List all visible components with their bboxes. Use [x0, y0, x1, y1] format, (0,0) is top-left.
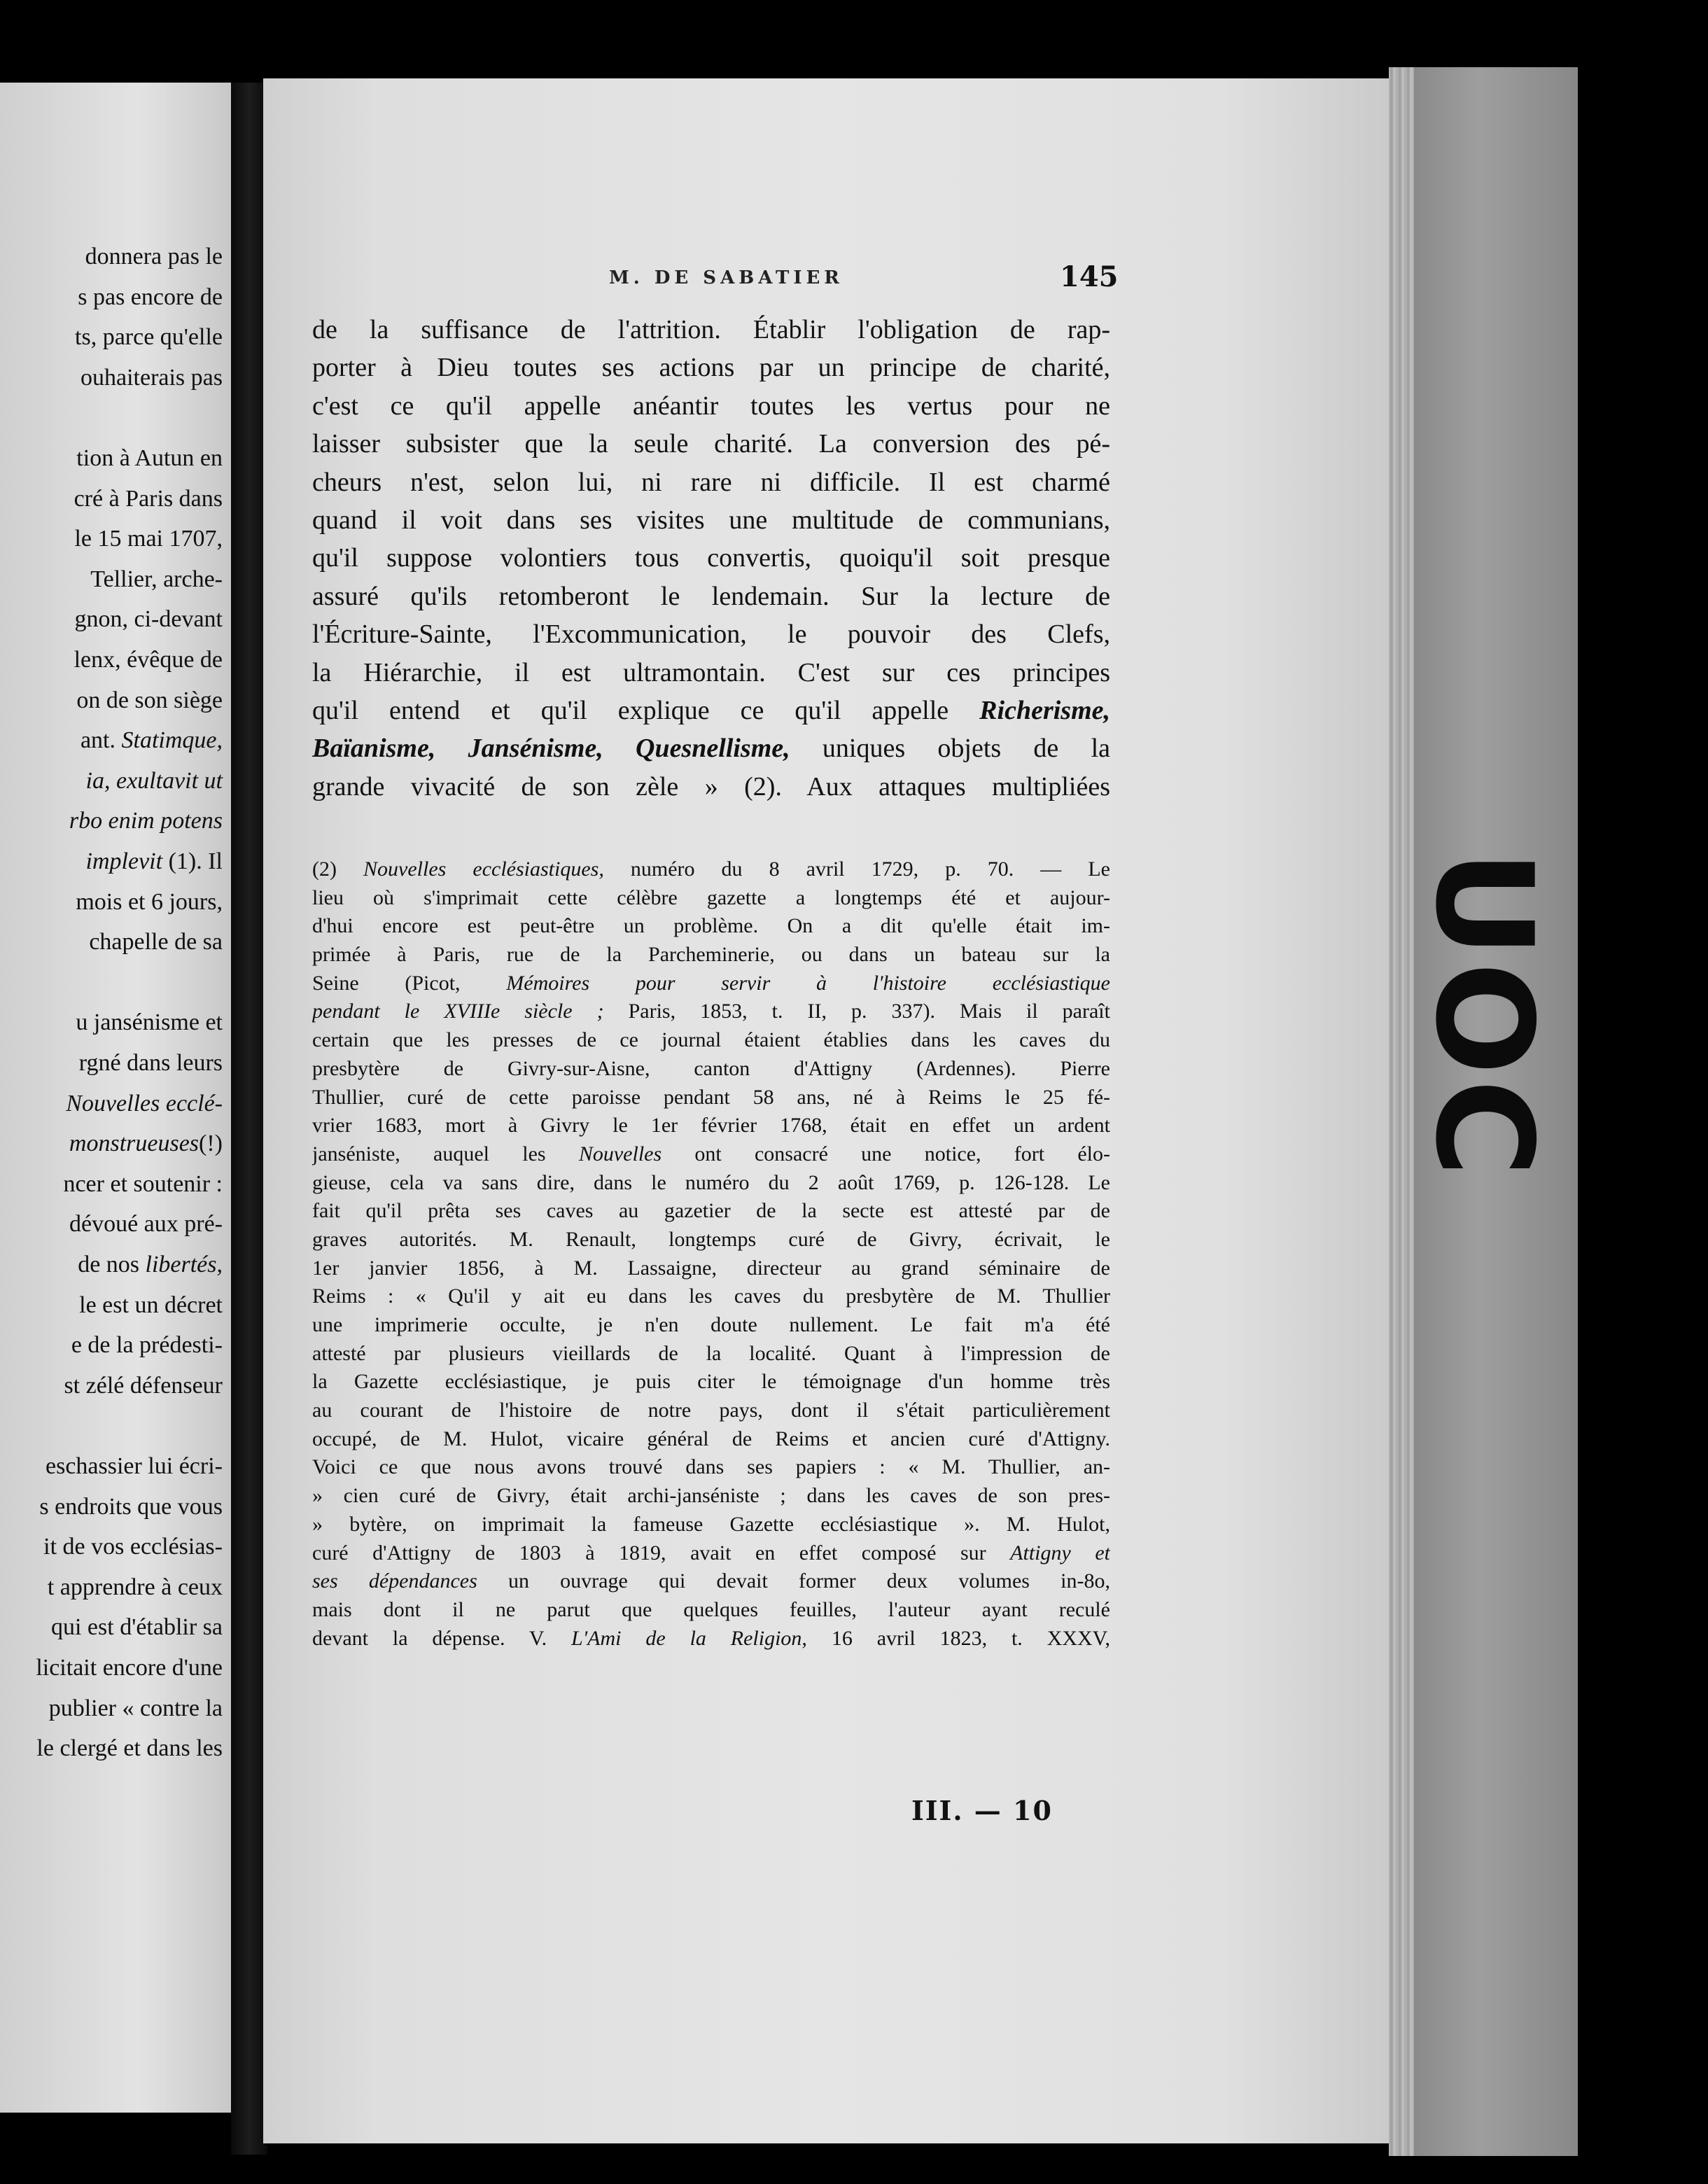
- left-page-line: gnon, ci-devant: [74, 606, 223, 633]
- body-line: cheurs n'est, selon lui, ni rare ni difficile. Il est charmé: [312, 467, 1110, 497]
- footnote-line: gieuse, cela va sans dire, dans le numéro du 2 août 1769, p. 126-128. Le: [312, 1170, 1110, 1194]
- footnote-line: curé d'Attigny de 1803 à 1819, avait en effet composé sur Attigny et: [312, 1541, 1110, 1564]
- left-page-line: le clergé et dans les: [36, 1735, 223, 1762]
- footnote-line: Voici ce que nous avons trouvé dans ses papiers : « M. Thullier, an-: [312, 1455, 1110, 1479]
- left-page-line: s pas encore de: [78, 284, 223, 310]
- left-page-italic: ia, exultavit ut: [85, 767, 223, 794]
- left-page-line: Tellier, arche-: [90, 566, 223, 592]
- footnote-line: d'hui encore est peut-être un problème. On a dit qu'elle était im-: [312, 914, 1110, 938]
- footnote-line-italic: Mémoires pour servir à l'histoire ecclésiastique: [506, 971, 1110, 995]
- left-page-line: rgné dans leurs: [78, 1050, 223, 1076]
- body-line: quand il voit dans ses visites une multitude de communians,: [312, 505, 1110, 535]
- footnote-line: primée à Paris, rue de la Parcheminerie, ou dans un bateau sur la: [312, 943, 1110, 967]
- body-line-italic: Baïanisme, Jansénisme, Quesnellisme,: [312, 734, 790, 764]
- footnote-line: la Gazette ecclésiastique, je puis citer le témoignage d'un homme très: [312, 1370, 1110, 1394]
- left-page-line: [66, 1088, 223, 1119]
- body-line: qu'il suppose volontiers tous convertis, quoiqu'il soit presque: [312, 543, 1110, 573]
- left-page-line: u jansénisme et: [76, 1009, 223, 1036]
- footnote-line: graves autorités. M. Renault, longtemps curé de Givry, écrivait, le: [312, 1227, 1110, 1251]
- left-page-line: on de son siège: [76, 687, 223, 713]
- left-page-line: ouhaiterais pas: [80, 364, 223, 391]
- left-page-line: tion à Autun en: [76, 445, 223, 471]
- left-page-line: dévoué aux pré-: [69, 1211, 223, 1238]
- footnote-line: janséniste, auquel les Nouvelles ont consacré une notice, fort élo-: [312, 1142, 1110, 1166]
- left-page-line: eschassier lui écri-: [46, 1453, 223, 1479]
- body-line: de la suffisance de l'attrition. Établir l'obligation de rap-: [312, 315, 1110, 344]
- footnote-line-italic: pendant le XVIIIe siècle ;: [312, 1000, 604, 1023]
- library-stamp: [1390, 833, 1578, 1197]
- left-page-line: ts, parce qu'elle: [75, 324, 223, 351]
- left-page-line: lenx, évêque de: [74, 647, 223, 673]
- body-line: assuré qu'ils retomberont le lendemain. Sur la lecture de: [312, 581, 1110, 611]
- footnote-line: fait qu'il prêta ses caves au gazetier de la secte est attesté par de: [312, 1199, 1110, 1223]
- body-line: Baïanisme, Jansénisme, Quesnellisme, uniques objets de la: [312, 734, 1110, 764]
- running-head: M. DE SABATIER: [609, 267, 844, 288]
- library-stamp-text: UOC: [1406, 849, 1562, 1181]
- left-page-italic: implevit: [85, 848, 169, 874]
- left-page-line: [69, 806, 223, 836]
- body-line: la Hiérarchie, il est ultramontain. C'est sur ces principes: [312, 657, 1110, 687]
- footnote-line: ses dépendances un ouvrage qui devait former deux volumes in-8o,: [312, 1569, 1110, 1593]
- left-page-line: e de la prédesti-: [71, 1332, 223, 1359]
- footnote-line-italic: Attigny et: [1010, 1541, 1110, 1564]
- footnote-line: (2) Nouvelles ecclésiastiques, numéro du 8 avril 1729, p. 70. — Le: [312, 858, 1110, 881]
- body-line-italic: Richerisme,: [979, 695, 1110, 725]
- left-page-italic: rbo enim potens: [69, 808, 223, 834]
- left-page-line: cré à Paris dans: [74, 485, 223, 512]
- footnote-line: au courant de l'histoire de notre pays, dont il s'était particulièrement: [312, 1399, 1110, 1422]
- left-page-line: qui est d'établir sa: [50, 1614, 223, 1641]
- left-page-line: de nos libertés,: [78, 1252, 223, 1278]
- footnote-line-italic: ses dépendances: [312, 1569, 477, 1593]
- footnote-line: devant la dépense. V. L'Ami de la Religion, 16 avril 1823, t. XXXV,: [312, 1626, 1110, 1650]
- left-page-line: ncer et soutenir :: [63, 1170, 223, 1197]
- footnote-line-italic: Nouvelles: [578, 1142, 662, 1166]
- footnote-line: Reims : « Qu'il y ait eu dans les caves du presbytère de M. Thullier: [312, 1284, 1110, 1308]
- footnote-line: presbytère de Givry-sur-Aisne, canton d'Attigny (Ardennes). Pierre: [312, 1056, 1110, 1080]
- footnote-line: pendant le XVIIIe siècle ; Paris, 1853, t. II, p. 337). Mais il paraît: [312, 1000, 1110, 1023]
- left-page-line: chapelle de sa: [89, 929, 223, 955]
- footnote-line: lieu où s'imprimait cette célèbre gazette a longtemps été et aujour-: [312, 886, 1110, 909]
- left-page-line: implevit (1). Il: [85, 848, 223, 874]
- footnote-line: Thullier, curé de cette paroisse pendant 58 ans, né à Reims le 25 fé-: [312, 1085, 1110, 1109]
- left-page-line: le 15 mai 1707,: [74, 526, 223, 552]
- body-line: grande vivacité de son zèle » (2). Aux attaques multipliées: [312, 771, 1110, 802]
- left-page-line: ant. Statimque,: [80, 727, 223, 754]
- left-page-line: mois et 6 jours,: [76, 888, 223, 915]
- left-page-line: donnera pas le: [85, 244, 223, 270]
- left-facing-page: [0, 83, 231, 2113]
- footnote-line-italic: Nouvelles ecclésiastiques,: [363, 858, 604, 881]
- left-page-line: [86, 766, 223, 797]
- body-line: porter à Dieu toutes ses actions par un principe de charité,: [312, 353, 1110, 383]
- footnote-line: occupé, de M. Hulot, vicaire général de Reims et ancien curé d'Attigny.: [312, 1427, 1110, 1450]
- footnote-line: » cien curé de Givry, était archi-janséniste ; dans les caves de son pres-: [312, 1484, 1110, 1508]
- signature-mark: III. — 10: [911, 1795, 1053, 1826]
- book-gutter: [231, 83, 267, 2155]
- left-page-italic: Statimque,: [121, 727, 223, 754]
- footnote-line: une imprimerie occulte, je n'en doute nullement. Le fait m'a été: [312, 1313, 1110, 1336]
- footnote-line: mais dont il ne parut que quelques feuilles, l'auteur ayant reculé: [312, 1597, 1110, 1621]
- left-page-line: st zélé défenseur: [64, 1372, 223, 1399]
- footnote-line: » bytère, on imprimait la fameuse Gazette ecclésiastique ». M. Hulot,: [312, 1512, 1110, 1536]
- left-page-line: publier « contre la: [48, 1695, 223, 1721]
- left-page-italic: libertés,: [145, 1252, 223, 1278]
- left-page-line: licitait encore d'une: [36, 1655, 223, 1681]
- footnote: [312, 855, 1110, 1653]
- footnote-line: 1er janvier 1856, à M. Lassaigne, directeur au grand séminaire de: [312, 1256, 1110, 1280]
- page-number: 145: [1060, 260, 1119, 293]
- body-line: qu'il entend et qu'il explique ce qu'il appelle Richerisme,: [312, 695, 1110, 725]
- body-text: [312, 311, 1110, 806]
- left-page-line: s endroits que vous: [39, 1493, 223, 1520]
- footnote-line: vrier 1683, mort à Givry le 1er février 1768, était en effet un ardent: [312, 1114, 1110, 1138]
- footnote-line: attesté par plusieurs vieillards de la localité. Quant à l'impression de: [312, 1341, 1110, 1365]
- footnote-line-italic: L'Ami de la Religion,: [571, 1626, 807, 1650]
- left-page-line: it de vos ecclésias-: [43, 1534, 223, 1560]
- body-line: c'est ce qu'il appelle anéantir toutes les vertus pour ne: [312, 391, 1110, 421]
- left-page-italic: Nouvelles ecclé-: [66, 1090, 223, 1116]
- left-page-line: monstrueuses(!): [69, 1130, 223, 1157]
- body-line: laisser subsister que la seule charité. La conversion des pé-: [312, 429, 1110, 459]
- left-page-line: t apprendre à ceux: [47, 1574, 223, 1600]
- left-page-italic: monstrueuses: [69, 1130, 200, 1157]
- left-page-line: le est un décret: [79, 1292, 223, 1318]
- body-line: l'Écriture-Sainte, l'Excommunication, le pouvoir des Clefs,: [312, 620, 1110, 650]
- footnote-line: Seine (Picot, Mémoires pour servir à l'histoire ecclésiastique: [312, 971, 1110, 995]
- footnote-line: certain que les presses de ce journal étaient établies dans les caves du: [312, 1028, 1110, 1052]
